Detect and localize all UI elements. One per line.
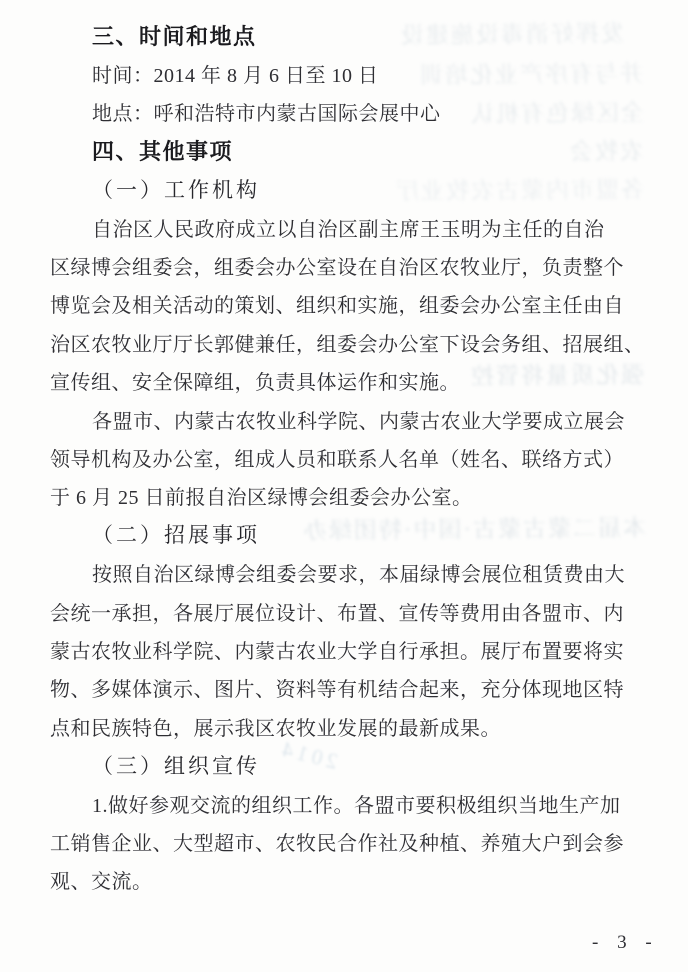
subheading-organizing-publicity: （三）组织宣传 [92,753,260,778]
line-time: 时间：2014 年 8 月 6 日至 10 日 [92,65,379,88]
paragraph-line: 治区农牧业厅厅长郭健兼任，组委会办公室下设会务组、招展组、 [50,333,645,356]
paragraph-line: 会统一承担，各展厅展位设计、布置、宣传等费用由各盟市、内 [50,602,624,625]
bleed-through-artifact: 全区绿色有机认 [468,100,645,127]
line-location: 地点：呼和浩特市内蒙古国际会展中心 [92,103,441,126]
bleed-through-artifact: 强化质量将管控 [468,362,645,389]
bleed-through-artifact: 各盟市内蒙古农牧业厅 [393,176,645,204]
paragraph-line: 区绿博会组委会，组委会办公室设在自治区农牧业厅，负责整个 [50,257,624,280]
bleed-through-artifact: 并与有序产业化培训 [417,60,644,88]
paragraph-line: 领导机构及办公室，组成人员和联系人名单（姓名、联络方式） [50,448,624,471]
paragraph-line: 自治区人民政府成立以自治区副主席王玉明为主任的自治 [92,218,605,241]
section-heading-other-items: 四、其他事项 [92,138,234,164]
subheading-exhibition-recruitment: （二）招展事项 [92,523,260,548]
bleed-through-artifact: 农牧会 [567,138,644,165]
paragraph-line: 宣传组、安全保障组，负责具体运作和实施。 [50,372,460,395]
paragraph-line: 按照自治区绿博会组委会要求，本届绿博会展位租赁费由大 [92,564,625,587]
paragraph-line: 蒙古农牧业科学院、内蒙古农业大学自行承担。展厅布置要将实 [50,640,624,663]
paragraph-line: 博览会及相关活动的策划、组织和实施，组委会办公室主任由自 [50,295,624,318]
paragraph-line: 于 6 月 25 日前报自治区绿博会组委会办公室。 [50,487,473,510]
paragraph-line: 各盟市、内蒙古农牧业科学院、内蒙古农业大学要成立展会 [92,410,625,433]
bleed-through-artifact: 发挥好消毒设施建设 [398,20,625,48]
paragraph-line: 观、交流。 [50,871,153,894]
section-heading-time-and-location: 三、时间和地点 [92,23,257,49]
paragraph-line: 物、多媒体演示、图片、资料等有机结合起来，充分体现地区特 [50,679,624,702]
stamp-bleed-artifact: 2014 [275,735,341,774]
document-text-block [50,16,650,899]
subheading-work-organization: （一）工作机构 [92,177,260,202]
paragraph-line: 点和民族特色，展示我区农牧业发展的最新成果。 [50,717,501,740]
paragraph-line: 1.做好参观交流的组织工作。各盟市要积极组织当地生产加 [92,794,621,817]
paragraph-line: 工销售企业、大型超市、农牧民合作社及种植、养殖大户到会参 [50,832,624,855]
bleed-through-artifact: 本届二蒙古蒙古·国中·特团绿办 [301,515,647,544]
page-number: - 3 - [592,932,659,953]
